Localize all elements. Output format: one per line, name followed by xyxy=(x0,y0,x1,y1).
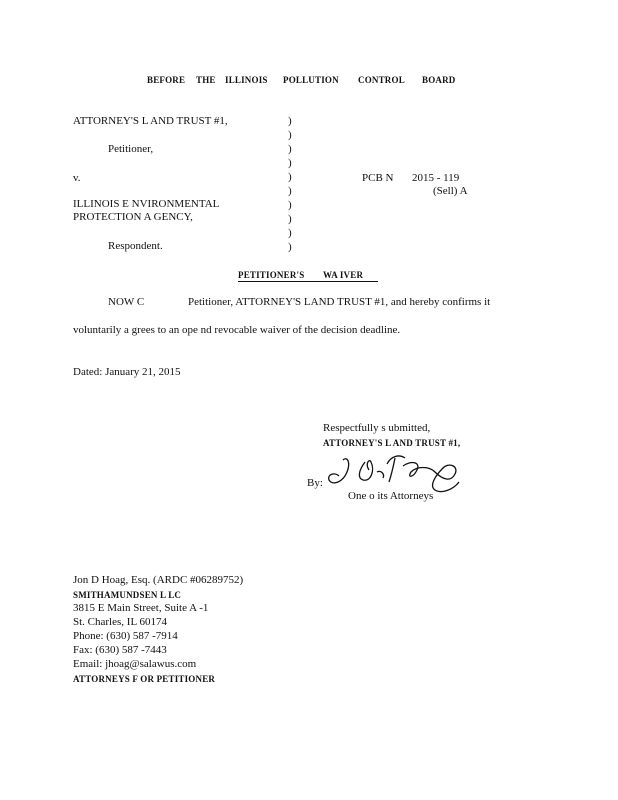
date-line: Dated: January 21, 2015 xyxy=(73,366,181,378)
attorneys-for-label: ATTORNEYS F OR PETITIONER xyxy=(73,674,216,684)
counsel-fax: Fax: (630) 587 -7443 xyxy=(73,644,167,656)
respondent-label: Respondent. xyxy=(108,240,163,252)
petitioner-label: Petitioner, xyxy=(108,143,154,155)
respondent-name-line1: ILLINOIS E NVIRONMENTAL xyxy=(73,198,220,210)
pcb-label: PCB N xyxy=(362,172,394,184)
body-line2: voluntarily a grees to an ope nd revocable waiver of the decision deadline. xyxy=(73,324,401,336)
signature-role: One o its Attorneys xyxy=(348,490,434,502)
title-underline xyxy=(238,281,378,282)
header-word: BOARD xyxy=(422,75,456,85)
by-label: By: xyxy=(307,477,323,489)
caption-parentheses: ) ) ) ) ) ) ) ) ) ) xyxy=(288,115,292,253)
counsel-phone: Phone: (630) 587 -7914 xyxy=(73,630,178,642)
pcb-number: 2015 - 119 xyxy=(412,172,460,184)
header-word: CONTROL xyxy=(358,75,405,85)
body-line1-start: NOW C xyxy=(108,296,145,308)
pcb-subtitle: (Sell) A xyxy=(433,185,468,197)
body-line1-rest: Petitioner, ATTORNEY'S LAND TRUST #1, and hereby confirms it xyxy=(188,296,491,308)
respondent-name-line2: PROTECTION A GENCY, xyxy=(73,211,193,223)
counsel-name: Jon D Hoag, Esq. (ARDC #06289752) xyxy=(73,574,244,586)
header-word: BEFORE xyxy=(147,75,186,85)
header-word: ILLINOIS xyxy=(225,75,268,85)
closing: Respectfully s ubmitted, xyxy=(323,422,431,434)
header-word: THE xyxy=(196,75,216,85)
counsel-address1: 3815 E Main Street, Suite A -1 xyxy=(73,602,209,614)
header-word: POLLUTION xyxy=(283,75,339,85)
counsel-email: Email: jhoag@salawus.com xyxy=(73,658,197,670)
counsel-firm: SMITHAMUNDSEN L LC xyxy=(73,590,182,600)
counsel-address2: St. Charles, IL 60174 xyxy=(73,616,167,628)
document-title-left: PETITIONER'S xyxy=(238,270,305,280)
versus-label: v. xyxy=(73,172,81,184)
petitioner-name: ATTORNEY'S L AND TRUST #1, xyxy=(73,115,228,127)
document-title-right: WA IVER xyxy=(323,270,364,280)
signature-firm: ATTORNEY'S L AND TRUST #1, xyxy=(323,438,461,448)
